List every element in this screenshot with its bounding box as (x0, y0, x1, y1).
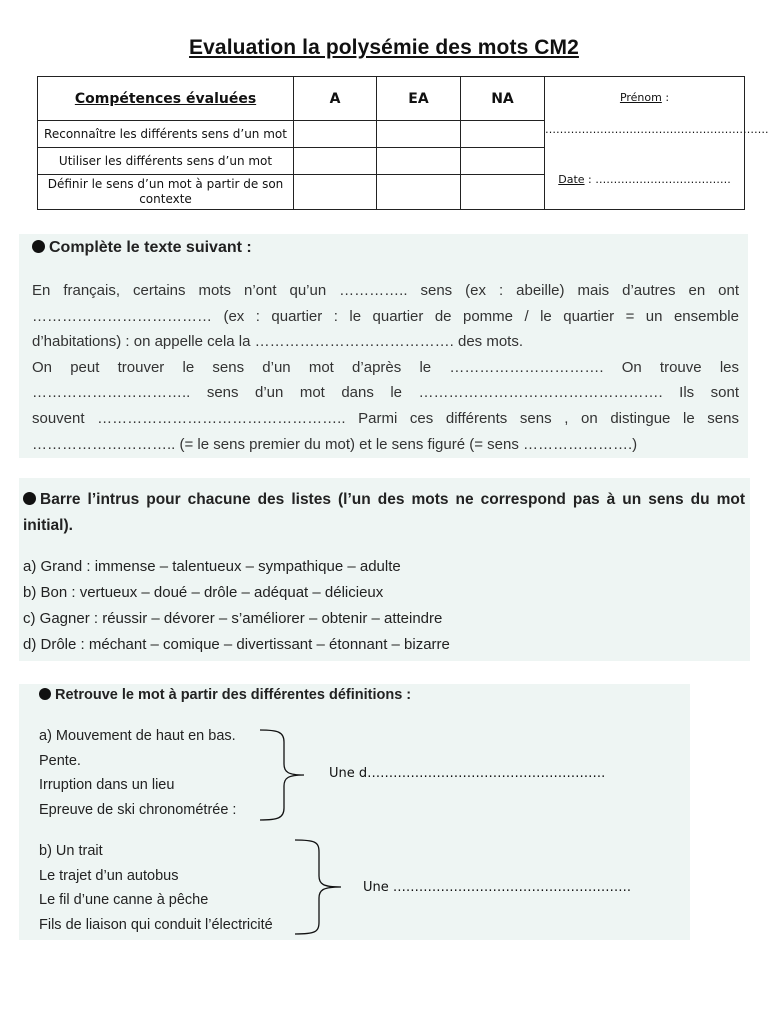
prenom-colon: : (661, 91, 670, 104)
exercise-3-heading: Retrouve le mot à partir des différentes définitions : (39, 687, 411, 703)
column-a-header: A (294, 77, 377, 121)
date-line: : ………………………………. (584, 173, 731, 186)
text-line[interactable]: souvent ………………………………………….. Parmi ces différents sens , on distingue le sens (32, 409, 739, 427)
text-line[interactable]: ……………………….. (= le sens premier du mot) et le sens figuré (= sens ………………….) (32, 435, 638, 453)
column-ea-header: EA (377, 77, 461, 121)
exercise-1-heading: Complète le texte suivant : (32, 239, 252, 257)
exercise-2-heading: Barre l’intrus pour chacune des listes (l’un des mots ne correspond pas à un sens du mot initial). (23, 491, 745, 534)
answer-b-field[interactable]: Une ………………………………………………. (363, 880, 632, 895)
definition-item: Fils de liaison qui conduit l’électricité (39, 916, 273, 933)
text-line[interactable]: d’habitations) : on appelle cela la …………………………………. des mots. (32, 333, 524, 351)
grade-cell-ea[interactable] (377, 175, 461, 210)
definition-item: Irruption dans un lieu (39, 777, 175, 793)
evaluation-table (37, 76, 768, 210)
competences-header: Compétences évaluées (38, 77, 294, 121)
bullet-icon (23, 492, 36, 505)
grade-cell-ea[interactable] (377, 121, 461, 148)
criterion-row: Reconnaître les différents sens d’un mot (38, 121, 294, 148)
definition-item: Pente. (39, 752, 81, 769)
text-line[interactable]: ……………………………… (ex : quartier : le quartier de pomme / le quartier = un ensemble (32, 307, 739, 325)
date-label: Date (558, 173, 585, 186)
definitions-group-b (39, 839, 273, 937)
grade-cell-ea[interactable] (377, 148, 461, 175)
prenom-label: Prénom (619, 91, 662, 104)
definition-item: a) Mouvement de haut en bas. (39, 728, 236, 744)
grade-cell-na[interactable] (461, 148, 545, 175)
definition-item: b) Un trait (39, 843, 103, 859)
brace-icon (293, 838, 343, 936)
list-item[interactable]: c) Gagner : réussir – dévorer – s’améliorer – obtenir – atteindre (23, 610, 443, 627)
criterion-row: Utiliser les différents sens d’un mot (38, 148, 294, 175)
definition-item: Le fil d’une canne à pêche (39, 892, 209, 908)
column-na-header: NA (461, 77, 545, 121)
list-item[interactable]: d) Drôle : méchant – comique – divertissant – étonnant – bizarre (23, 636, 450, 653)
text-line[interactable]: ………………………….. sens d’un mot dans le …………………………………………. Ils sont (32, 384, 739, 402)
grade-cell-a[interactable] (294, 148, 377, 175)
brace-icon (258, 728, 306, 822)
bullet-icon (39, 688, 51, 700)
criterion-row: Définir le sens d’un mot à partir de son contexte (38, 175, 294, 210)
page-title: Evaluation la polysémie des mots CM2 (189, 36, 579, 59)
bullet-icon (32, 240, 45, 253)
text-line[interactable]: On peut trouver le sens d’un mot d’après le …………………………. On trouve les (32, 358, 739, 376)
answer-a-field[interactable]: Une d………………………………………………. (329, 766, 606, 781)
list-item[interactable]: a) Grand : immense – talentueux – sympathique – adulte (23, 558, 401, 575)
grade-cell-na[interactable] (461, 121, 545, 148)
prenom-line: ……………………………………………………. (545, 123, 768, 136)
definitions-group-a (39, 724, 236, 822)
list-item[interactable]: b) Bon : vertueux – doué – drôle – adéquat – délicieux (23, 584, 384, 601)
definition-item: Le trajet d’un autobus (39, 867, 179, 884)
text-line[interactable]: En français, certains mots n’ont qu’un ………….. sens (ex : abeille) mais d’autres en ont (32, 282, 739, 299)
student-info-cell (545, 77, 768, 210)
exercise-1-text (32, 278, 739, 457)
exercise-2-list (23, 554, 450, 658)
grade-cell-a[interactable] (294, 121, 377, 148)
definition-item: Epreuve de ski chronométrée : (39, 801, 237, 818)
grade-cell-a[interactable] (294, 175, 377, 210)
grade-cell-na[interactable] (461, 175, 545, 210)
